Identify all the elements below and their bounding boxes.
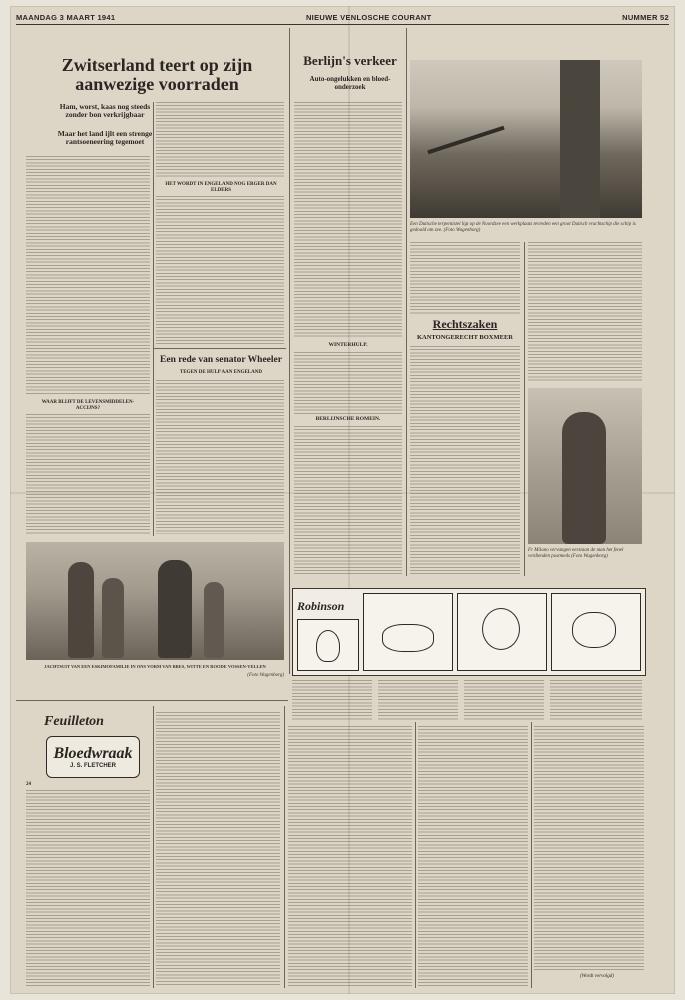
figure-3	[158, 560, 192, 658]
headline-rechtszaken: Rechtszaken	[432, 317, 498, 331]
comic-panel-2	[363, 593, 453, 671]
photo-portrait	[528, 388, 642, 544]
caption-ship: Een Duitsche terpentistel ligt op de Noordzee een werkplaats tevreden een groot Duitsch vrachtschip die schip is gedoold om zee. (Foto Wagenborg)	[410, 222, 636, 233]
masthead-number: NUMMER 52	[622, 12, 669, 22]
ship-hull	[560, 60, 600, 218]
feuilleton-label: Feuilleton	[44, 714, 104, 729]
article-body-right-b	[528, 242, 642, 382]
caption-eskimo: JACHTSUIT VAN EEN ESKIMOFAMILIE IN ONS VORM VAN BRES, WITTE EN ROODE VOSSEN-VELLEN	[44, 664, 266, 669]
text-under-comic-1	[292, 680, 372, 720]
figure-1	[68, 562, 94, 658]
comic-panel-4	[551, 593, 641, 671]
article-body-berlijn-a	[294, 102, 402, 338]
feuilleton-col1	[26, 790, 150, 986]
comic-title: Robinson	[297, 599, 345, 613]
photo-eskimo-family	[26, 542, 284, 660]
feuilleton-title: Bloedwraak	[53, 745, 133, 762]
feuilleton-col3	[288, 726, 412, 986]
feuilleton-author: J. S. FLETCHER	[69, 763, 116, 769]
article-body-berlijn-b	[294, 352, 402, 414]
subhead-zwitserland: Ham, worst, kaas nog steeds zonder bon verkrijgbaar	[59, 102, 151, 120]
comic-strip-robinson	[292, 588, 646, 676]
article-body-rechtszaken	[410, 346, 520, 576]
feuilleton-ending: (Wordt vervolgd)	[580, 974, 614, 979]
feuilleton-col4	[418, 726, 528, 986]
feuilleton-title-box	[46, 736, 140, 778]
section-engeland: HET WORDT IN ENGELAND NOG ERGER DAN ELDERS	[165, 182, 277, 193]
feuilleton-col5	[534, 726, 644, 972]
newspaper-page	[10, 6, 675, 994]
portrait-figure	[562, 412, 606, 544]
text-under-comic-3	[464, 680, 544, 720]
article-body-zwitserland-col1	[26, 156, 150, 396]
mast	[427, 126, 504, 155]
section-leveren: WAAR BLIJFT DE LEVENSMIDDELEN-ACCIJNS?	[41, 400, 135, 411]
subhead-rechtszaken: KANTONGERECHT BOXMEER	[416, 334, 513, 341]
article-body-zwitserland-col1b	[26, 414, 150, 534]
comic-panel-3	[457, 593, 547, 671]
masthead-paper: NIEUWE VENLOSCHE COURANT	[305, 12, 432, 22]
article-body-zwitserland-col2b	[156, 196, 284, 344]
text-under-comic-2	[378, 680, 458, 720]
section-winterhulp: WINTERHULP.	[328, 342, 368, 348]
subhead2-zwitserland: Maar het land ijlt een strenge rantsoeneering tegemoet	[57, 129, 153, 147]
feuilleton-installment: 24	[26, 782, 31, 787]
subhead-wheeler: TEGEN DE HULP AAN ENGELAND	[180, 370, 262, 375]
article-body-berlijn-c	[294, 426, 402, 576]
section-romein: BERLIJNSCHE ROMEIN.	[315, 416, 381, 422]
headline-wheeler: Een rede van senator Wheeler	[160, 355, 282, 365]
masthead-date: MAANDAG 3 MAART 1941	[16, 12, 116, 22]
figure-4	[204, 582, 224, 658]
caption-portrait: Fr Milano vervangen eerstaan de man het fenel verdienden postmeds (Foto Wagenborg)	[528, 548, 624, 559]
masthead	[16, 10, 669, 25]
figure-2	[102, 578, 124, 658]
article-body-right-a	[410, 242, 520, 314]
credit-eskimo: (Foto Wagenborg)	[247, 673, 284, 678]
comic-panel-1	[297, 619, 359, 671]
photo-ship	[410, 60, 642, 218]
headline-zwitserland: Zwitserland teert op zijn aanwezige voorraden	[61, 55, 253, 94]
headline-berlijn: Berlijn's verkeer	[303, 53, 397, 68]
text-under-comic-4	[550, 680, 642, 720]
article-body-wheeler	[156, 380, 284, 534]
subhead-berlijn: Auto-ongelukken en bloed-onderzoek	[309, 75, 391, 91]
article-body-zwitserland-col2a	[156, 102, 284, 178]
feuilleton-col2	[156, 712, 280, 986]
